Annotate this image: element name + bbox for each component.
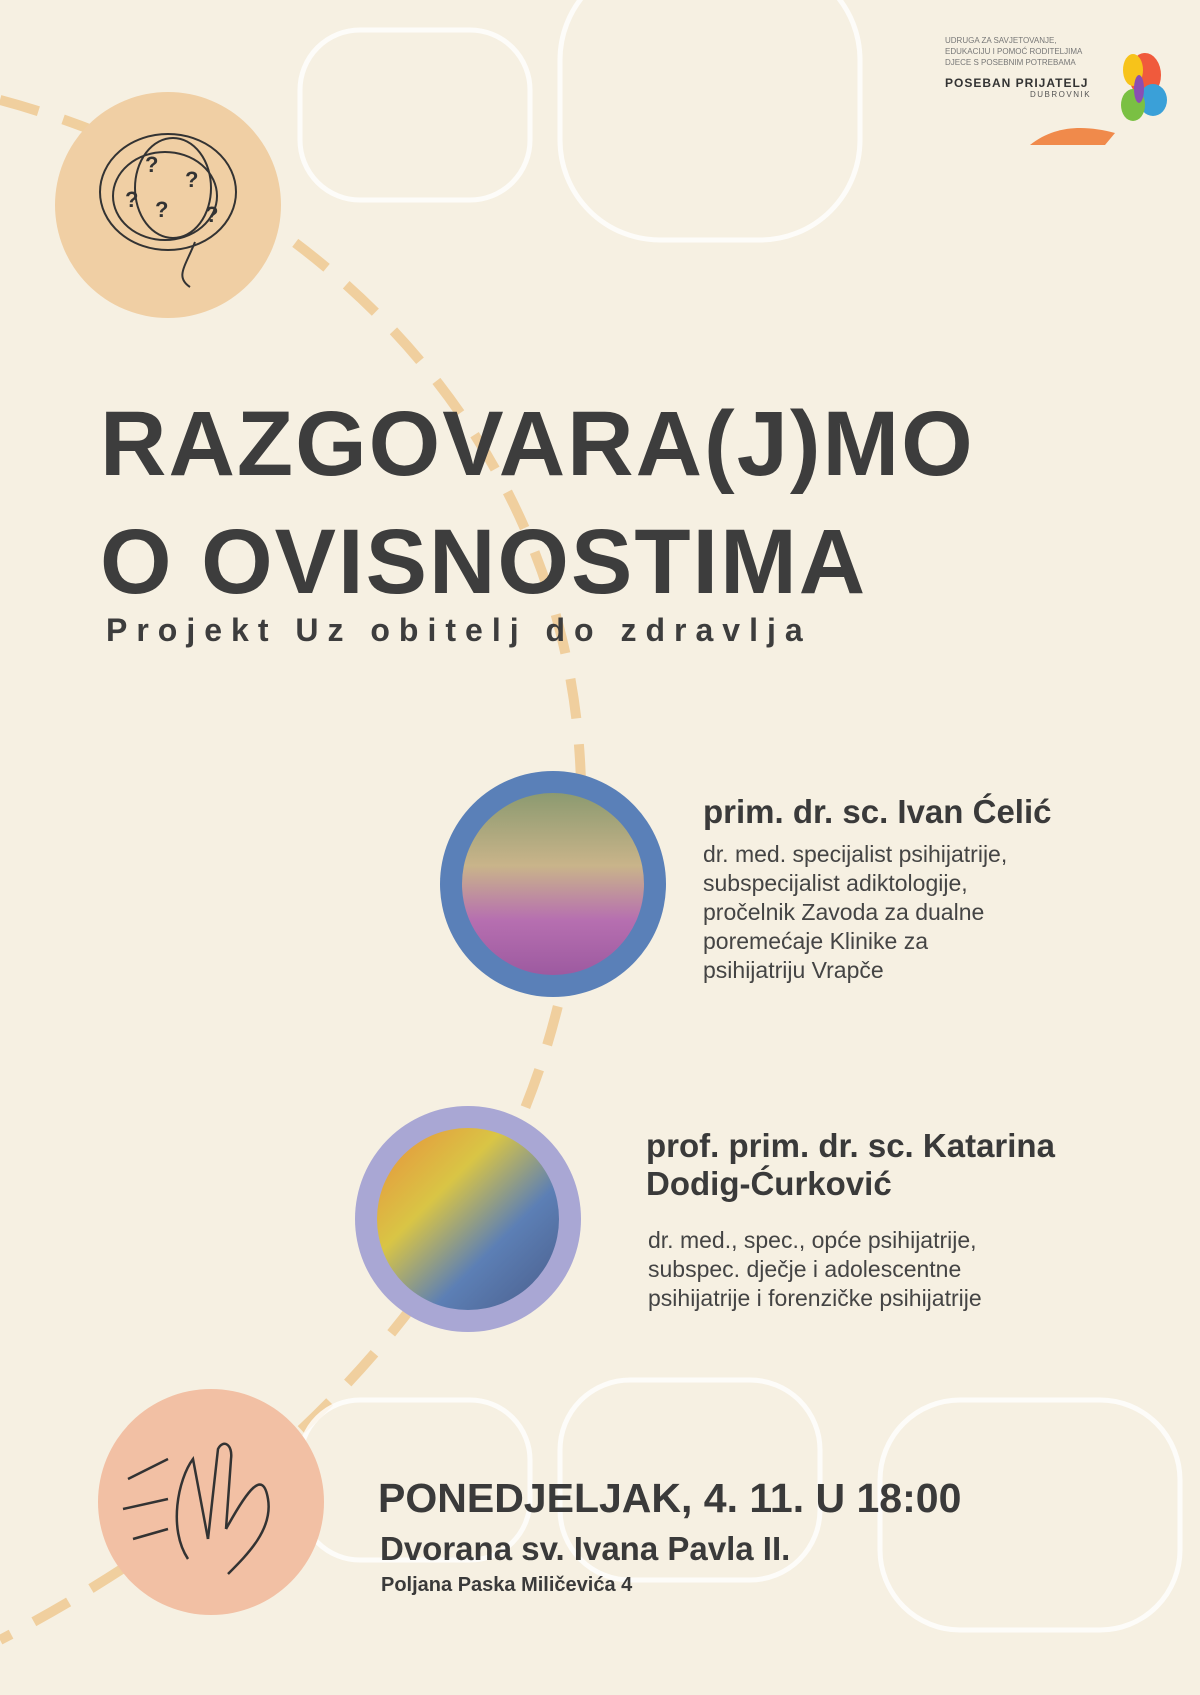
svg-text:?: ? [125, 187, 139, 212]
organization-logo: UDRUGA ZA SAVJETOVANJE, EDUKACIJU I POMOĆ RODITELJIMA DJECE S POSEBNIM POTREBAMA POSEBAN PRIJATELJ DUBROVNIK [945, 35, 1091, 99]
listening-ear-icon [98, 1389, 324, 1615]
svg-text:?: ? [205, 202, 219, 227]
speaker-1-photo [462, 793, 644, 975]
butterfly-hand-logo-icon [1025, 45, 1170, 155]
event-date-time: PONEDJELJAK, 4. 11. U 18:00 [378, 1475, 962, 1521]
title-line-2: O OVISNOSTIMA [100, 511, 868, 613]
project-subtitle: Projekt Uz obitelj do zdravlja [106, 612, 812, 648]
speaker-photo-ring [355, 1106, 581, 1332]
speaker-2-photo [377, 1128, 559, 1310]
speaker-2-name: prof. prim. dr. sc. Katarina Dodig-Ćurković [646, 1127, 1055, 1202]
event-venue: Dvorana sv. Ivana Pavla II. [380, 1530, 791, 1567]
speaker-2-description: dr. med., spec., opće psihijatrije, subspec. dječje i adolescentne psihijatrije i forenzičke psihijatrije [648, 1227, 982, 1311]
svg-text:?: ? [145, 152, 159, 177]
title-line-1: RAZGOVARA(J)MO [100, 393, 975, 495]
speaker-1-name: prim. dr. sc. Ivan Ćelić [703, 793, 1052, 830]
speaker-1-description: dr. med. specijalist psihijatrije, subspecijalist adiktologije, pročelnik Zavoda za dualne poremećaje Klinike za psihijatriju Vrapče [703, 841, 1008, 983]
speaker-photo-ring [440, 771, 666, 997]
svg-text:?: ? [185, 167, 199, 192]
tangled-thoughts-icon [55, 92, 281, 318]
svg-text:?: ? [155, 197, 169, 222]
event-title [100, 385, 975, 621]
event-address: Poljana Paska Miličevića 4 [381, 1574, 633, 1596]
